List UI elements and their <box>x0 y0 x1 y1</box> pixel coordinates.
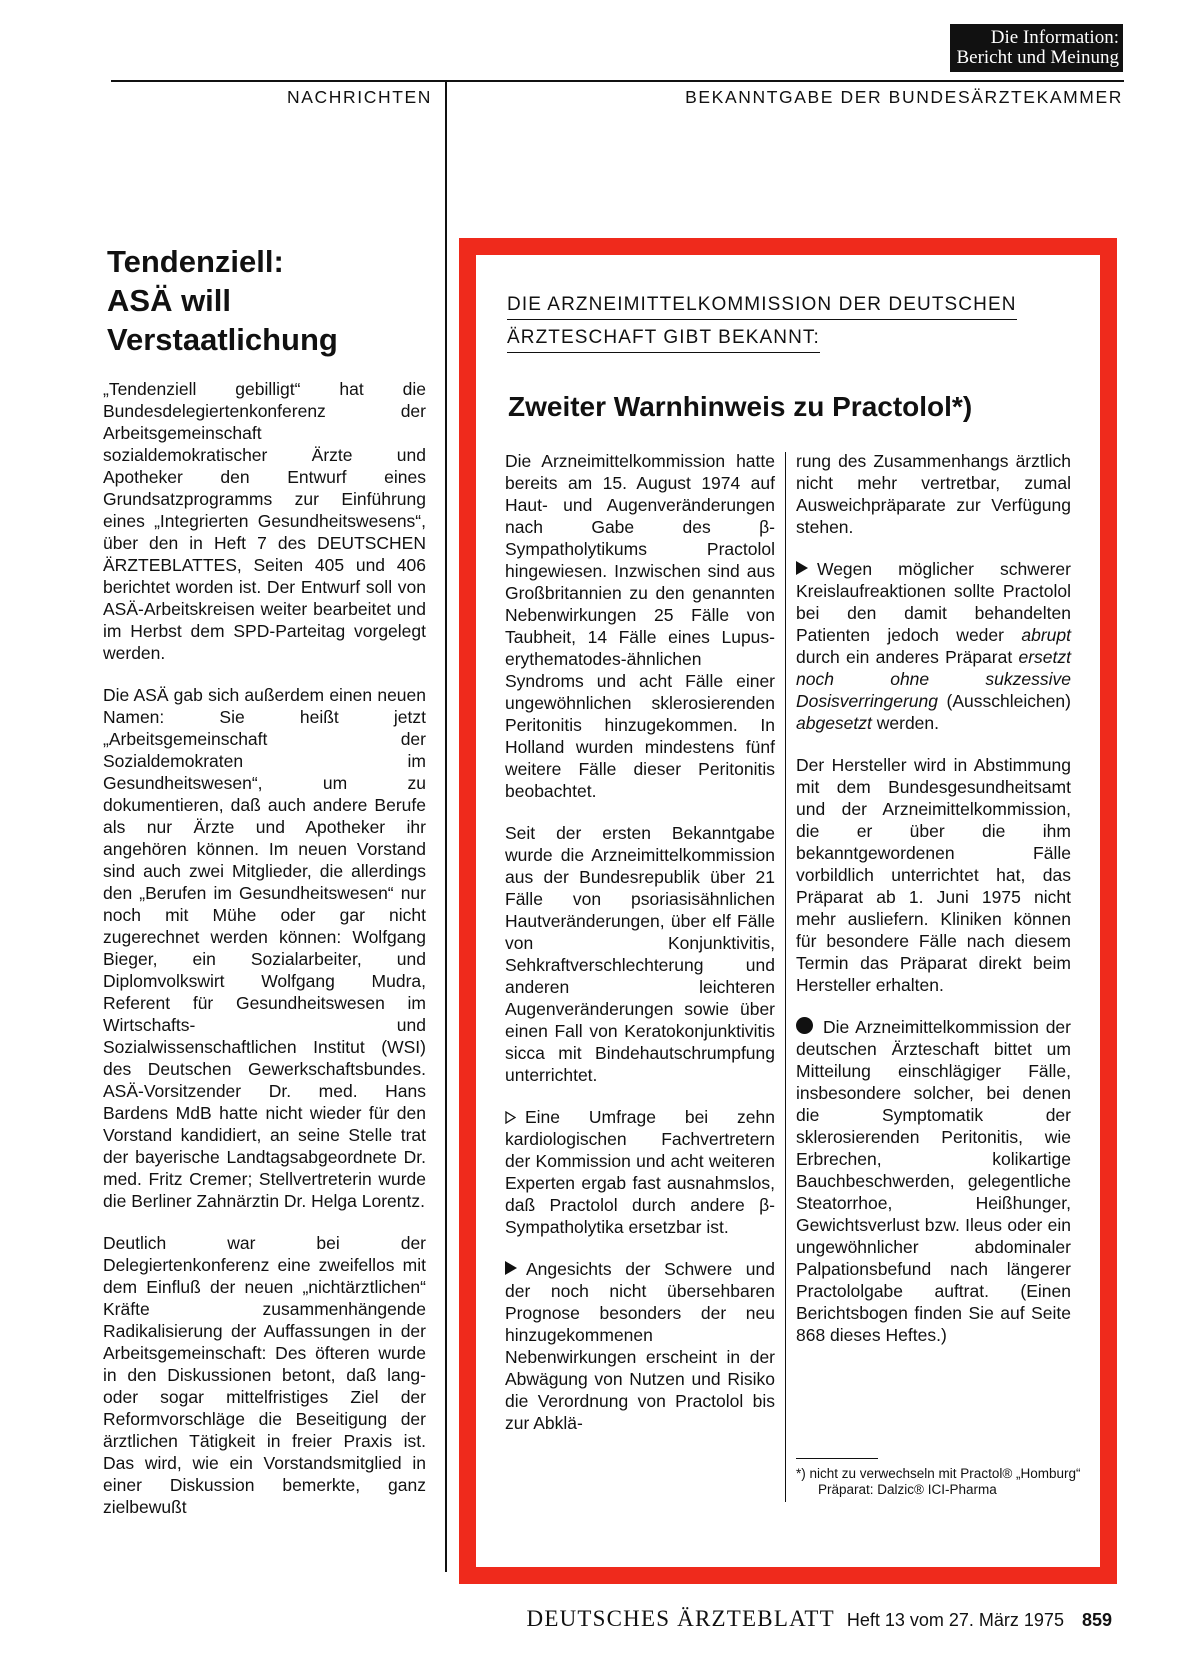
article-paragraph: Deutlich war bei der Delegiertenkonferenz eine zweifellos mit dem Einfluß der neuen „nichtärztlichen“ Kräfte zusammenhängende Radikalisierung der Auffassungen in der Arbeitsgemeinschaft: Des öfteren wurde in den Diskussionen betont, daß lang- oder sogar mittelfristiges Ziel der Reformvorschläge die Beseitigung der ärztlichen Tätigkeit in freier Praxis ist. Das wird, wie ein Vorstandsmitglied in einer Diskussion bemerkte, ganz zielbewußt <box>103 1233 426 1517</box>
section-tag-line: Die Information: <box>990 27 1119 48</box>
filled-dot-icon <box>796 1017 813 1034</box>
announcement-paragraph: Die Arzneimittelkommission hatte bereits am 15. August 1974 auf Haut- und Augenveränderungen nach Gabe des β-Sympatholytikums Practolol hingewiesen. Inzwischen sind aus Großbritannien zu den genannten Nebenwirkungen 25 Fälle von Taubheit, 14 Fälle eines Lupus-erythematodes-ähnlichen Syndroms und acht Fälle einer ungewöhnlichen sklerosierenden Peritonitis hinzugekommen. In Holland wurden mindestens fünf weitere Fälle dieser Peritonitis beobachtet. <box>505 451 775 801</box>
footnote-rule <box>796 1458 878 1459</box>
announcement-paragraph: Seit der ersten Bekanntgabe wurde die Arzneimittelkommission aus der Bundesrepublik über 21 Fälle von psoriasisähnlichen Hautveränderungen, über elf Fälle von Konjunktivitis, Sehkraftverschlechterung und anderen leichteren Augenveränderungen sowie über einen Fall von Keratokonjunktivitis sicca mit Bindehautschrumpfung unterrichtet. <box>505 823 775 1085</box>
announcement-header <box>507 288 1047 354</box>
headline-line: Tendenziell: <box>107 244 284 279</box>
article-paragraph: Die ASÄ gab sich außerdem einen neuen Namen: Sie heißt jetzt „Arbeitsgemeinschaft der Sozialdemokraten im Gesundheitswesen“, um zu dokumentieren, daß auch andere Berufe als nur Ärzte und Apotheker ihr angehören können. Im neuen Vorstand sind auch zwei Mitglieder, die allerdings den „Berufen im Gesundheitswesen“ nur noch mit Mühe oder gar nicht zugerechnet werden können: Wolfgang Bieger, ein Sozialarbeiter, und Diplomvolkswirt Wolfgang Mudra, Referent für Gesundheitswesen im Wirtschafts- und Sozialwissenschaftlichen Institut (WSI) des Deutschen Gewerkschaftsbundes. ASÄ-Vorsitzender Dr. med. Hans Bardens MdB hatte nicht wieder für den Vorstand kandidiert, an seine Stelle trat der bayerische Landtagsabgeordnete Dr. med. Fritz Cremer; Stellvertreterin wurde die Berliner Zahnärztin Dr. Helga Lorentz. <box>103 685 426 1211</box>
header-rule-right <box>446 80 1124 82</box>
announcement-column-2 <box>796 450 1071 1346</box>
announcement-header-line: ÄRZTESCHAFT GIBT BEKANNT: <box>507 324 820 353</box>
paragraph-text: Angesichts der Schwere und der noch nicht übersehbaren Prognose besonders der neu hinzugekommenen Nebenwirkungen erscheint in der Abwägung von Nutzen und Risiko die Verordnung von Practolol bis zur Abklä- <box>505 1259 775 1433</box>
paragraph-text: durch ein anderes Präparat <box>796 647 1019 667</box>
open-triangle-icon <box>505 1111 516 1124</box>
announcement-paragraph <box>796 558 1071 734</box>
announcement-title: Zweiter Warnhinweis zu Practolol*) <box>508 391 973 422</box>
announcement-header-line: DIE ARZNEIMITTELKOMMISSION DER DEUTSCHEN <box>507 291 1017 320</box>
announcement-paragraph: Der Hersteller wird in Abstimmung mit dem Bundesgesundheitsamt und der Arzneimittelkommission, die er über die ihm bekanntgewordenen Fälle vorbildlich unterrichtet hat, das Präparat ab 1. Juni 1975 nicht mehr ausliefern. Kliniken können für besondere Fälle nach diesem Termin das Präparat direkt beim Hersteller erhalten. <box>796 755 1071 995</box>
journal-masthead: DEUTSCHES ÄRZTEBLATT <box>526 1606 835 1631</box>
issue-info: Heft 13 vom 27. März 1975 <box>846 1610 1064 1630</box>
headline-line: ASÄ will <box>107 283 232 318</box>
filled-triangle-icon <box>796 561 808 575</box>
page-footer <box>527 1606 1112 1632</box>
section-label-nachrichten: NACHRICHTEN <box>287 87 432 107</box>
section-tag <box>950 24 1123 72</box>
article-body <box>103 378 426 1518</box>
announcement-paragraph <box>796 1016 1071 1346</box>
column-divider <box>445 80 447 1572</box>
box-column-divider <box>785 452 786 1502</box>
paragraph-text: Die Arzneimittelkommission der deutschen Ärzteschaft bittet um Mitteilung einschlägiger Fälle, insbesondere solcher, bei denen die Symptomatik der sklerosierenden Peritonitis, wie Erbrechen, kolikartige Bauchbeschwerden, gelegentliche Steatorrhoe, Heißhunger, Gewichtsverlust bzw. Ileus oder ein ungewöhnlicher abdominaler Palpationsbefund nach längerer Practololgabe auftrat. (Einen Berichtsbogen finden Sie auf Seite 868 dieses Heftes.) <box>796 1017 1071 1345</box>
emphasis-text: ersetzt noch ohne sukzessive Dosisverringerung <box>796 647 1071 711</box>
footnote-line: Präparat: Dalzic® ICI-Pharma <box>818 1482 997 1497</box>
article-paragraph: „Tendenziell gebilligt“ hat die Bundesdelegiertenkonferenz der Arbeitsgemeinschaft sozialdemokratischer Ärzte und Apotheker den Entwurf eines Grundsatzprogramms zur Einführung eines „Integrierten Gesundheitswesens“, über den in Heft 7 des DEUTSCHEN ÄRZTEBLATTES, Seiten 405 und 406 berichtet worden ist. Der Entwurf soll von ASÄ-Arbeitskreisen weiter bearbeitet und im Herbst dem SPD-Parteitag vorgelegt werden. <box>103 379 426 663</box>
footnote-line: *) nicht zu verwechseln mit Practol® „Homburg“ <box>796 1466 1081 1481</box>
section-tag-line: Bericht und Meinung <box>956 47 1119 68</box>
paragraph-text: (Ausschleichen) <box>938 691 1071 711</box>
filled-triangle-icon <box>505 1261 517 1275</box>
announcement-paragraph: rung des Zusammenhangs ärztlich nicht mehr vertretbar, zumal Ausweichpräparate zur Verfügung stehen. <box>796 451 1071 537</box>
emphasis-text: abrupt <box>1021 625 1071 645</box>
article-headline <box>107 242 437 359</box>
header-rule-left <box>111 80 446 82</box>
announcement-paragraph <box>505 1258 775 1434</box>
paragraph-text: Eine Umfrage bei zehn kardiologischen Fachvertretern der Kommission und acht weiteren Experten ergab fast ausnahmslos, daß Practolol durch andere β-Sympatholytika ersetzbar ist. <box>505 1107 775 1237</box>
announcement-paragraph <box>505 1106 775 1238</box>
emphasis-text: abgesetzt <box>796 713 872 733</box>
headline-line: Verstaatlichung <box>107 322 338 357</box>
paragraph-text: werden. <box>871 713 940 733</box>
footnote <box>796 1466 1081 1498</box>
section-label-bekanntgabe: BEKANNTGABE DER BUNDESÄRZTEKAMMER <box>685 87 1123 107</box>
paragraph-text: Wegen möglicher schwerer Kreislaufreaktionen sollte Practolol bei den damit behandelten Patienten jedoch weder <box>796 559 1071 645</box>
page-number: 859 <box>1081 1610 1112 1630</box>
announcement-column-1 <box>505 450 775 1434</box>
